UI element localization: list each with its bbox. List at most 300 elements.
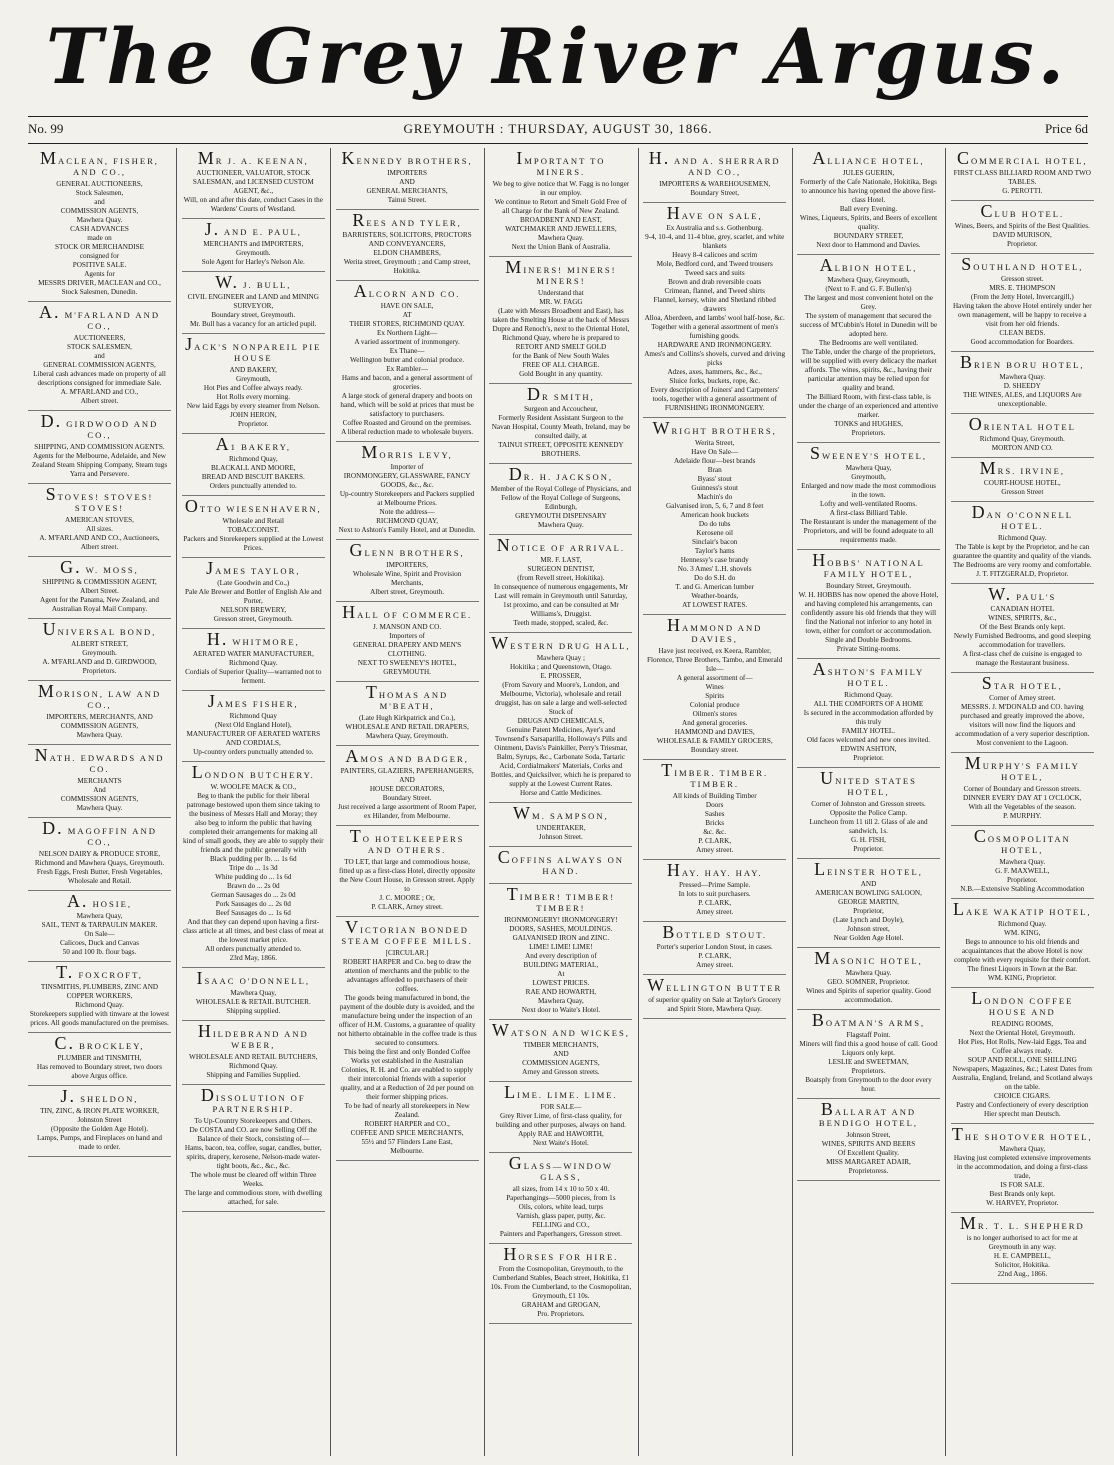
- advertisement-line: Brown and drab reversible coats: [668, 278, 762, 286]
- advertisement-heading: MORRIS LEVY,: [361, 442, 453, 462]
- advertisement-line: LOWEST PRICES.: [532, 979, 590, 987]
- advertisement: [489, 884, 632, 1020]
- advertisement-line: Sluice forks, buckets, rope, &c.: [669, 377, 760, 385]
- advertisement-heading: HAY. HAY. HAY.: [666, 860, 763, 880]
- advertisement-line: GALVANISED IRON and ZINC.: [512, 934, 610, 942]
- advertisement-line: G. PEROTTI.: [1002, 187, 1043, 195]
- advertisement-line: AT: [402, 311, 412, 319]
- advertisement-line: Brawn do ... 2s 0d: [227, 882, 280, 890]
- advertisement-line: Black pudding per lb. ... 1s 6d: [209, 855, 297, 863]
- advertisement-line: Werita street, Greymouth ; and Camp street, Hokitika.: [343, 258, 471, 275]
- advertisement-line: The Bedrooms are well ventilated.: [818, 339, 919, 347]
- advertisement-heading: DR SMITH,: [527, 384, 595, 404]
- advertisement-heading: A. M'FARLAND AND CO.,: [38, 302, 161, 331]
- advertisement-line: READING ROOMS,: [991, 1020, 1054, 1028]
- advertisement-heading: W. PAUL'S: [988, 584, 1057, 604]
- advertisement-line: Have just received, ex Keera, Rambler, Florence, Three Brothers, Tambo, and Emerald Isle—: [647, 647, 783, 673]
- advertisement-line: BROADBENT AND EAST,: [519, 216, 602, 224]
- advertisement-line: Mole, Bedford cord, and Tweed trousers: [656, 260, 773, 268]
- advertisement-line: Machin's do: [697, 493, 733, 501]
- advertisement: [951, 414, 1094, 458]
- advertisement-line: Adzes, axes, hammers, &c., &c.,: [667, 368, 762, 376]
- issue-number: No. 99: [28, 121, 64, 136]
- advertisement: [643, 148, 786, 203]
- advertisement-line: Ex Rambler—: [386, 365, 428, 373]
- advertisement: [182, 219, 325, 272]
- advertisement-line: LIME! LIME! LIME!: [529, 943, 593, 951]
- advertisement: [951, 201, 1094, 254]
- advertisement-line: Albert street.: [80, 543, 119, 551]
- advertisement-heading: HORSES FOR HIRE.: [503, 1244, 619, 1264]
- advertisement-line: PAINTERS, GLAZIERS, PAPERHANGERS,: [340, 767, 474, 775]
- advertisement: [336, 746, 479, 826]
- advertisement-heading: DISSOLUTION OF PARTNERSHIP.: [200, 1085, 306, 1114]
- advertisement-line: CHOICE CIGARS.: [993, 1092, 1051, 1100]
- dateline: [28, 121, 1088, 139]
- advertisement-line: Mawhera Quay,: [999, 1145, 1046, 1153]
- advertisement-line: EDWIN ASHTON,: [840, 745, 897, 753]
- advertisement: [489, 535, 632, 633]
- advertisement-line: Flannel, kersey, white and Shetland ribbed drawers: [653, 296, 776, 313]
- advertisement-line: Corner of Arney street.: [989, 694, 1056, 702]
- advertisement-line: Bricks: [705, 819, 725, 827]
- advertisement-line: Richmond Quay.: [997, 920, 1047, 928]
- advertisement: [28, 302, 171, 411]
- advertisement-line: Richmond Quay.: [228, 659, 278, 667]
- advertisement-line: CANADIAN HOTEL: [990, 605, 1055, 613]
- advertisement-line: [CIRCULAR.]: [385, 949, 429, 957]
- advertisement-line: FAMILY HOTEL.: [841, 727, 896, 735]
- advertisement-heading: MINERS! MINERS! MINERS!: [505, 257, 617, 286]
- advertisement-line: N.B.—Extensive Stabling Accommodation: [960, 885, 1085, 893]
- advertisement-line: Begs to announce to his old friends and acquaintances that the above Hotel is now complete with every requisite for their comfort.: [953, 938, 1091, 964]
- advertisement-line: Albert Street.: [80, 587, 119, 595]
- advertisement-line: We continue to Retort and Smelt Gold Free of all Charge for the Bank of New Zealand.: [494, 198, 628, 215]
- advertisement-line: And every description of: [525, 952, 597, 960]
- advertisement-heading: ALBION HOTEL,: [819, 255, 918, 275]
- advertisement-line: Hot Pies, Hot Rolls, New-laid Eggs, Tea and Coffee always ready.: [958, 1038, 1087, 1055]
- advertisement-line: Boundary street.: [690, 746, 739, 754]
- advertisement: [28, 619, 171, 681]
- advertisement-line: Of Excellent Quality.: [837, 1149, 900, 1157]
- advertisement-heading: A1 BAKERY,: [215, 434, 291, 454]
- advertisement: [182, 148, 325, 219]
- advertisement-line: Pork Sausages do ... 2s 0d: [215, 900, 291, 908]
- advertisement-line: RETORT AND SMELT GOLD: [515, 343, 607, 351]
- advertisement-line: Arney street.: [696, 908, 734, 916]
- advertisement-line: Old faces welcomed and new ones invited.: [806, 736, 931, 744]
- advertisement-heading: JACK'S NONPAREIL PIE HOUSE: [185, 334, 322, 363]
- advertisement-heading: HAVE ON SALE,: [666, 203, 763, 223]
- advertisement-heading: STAR HOTEL,: [981, 673, 1063, 693]
- advertisement-line: With all the Vegetables of the season.: [968, 803, 1077, 811]
- advertisement-line: Doors: [705, 801, 724, 809]
- advertisement-heading: MURPHY'S FAMILY HOTEL,: [964, 753, 1080, 782]
- advertisement-line: ELDON CHAMBERS,: [373, 249, 441, 257]
- advertisement-line: Proprietors.: [851, 429, 886, 437]
- advertisement-line: Mawhera Quay.: [537, 521, 584, 529]
- advertisement-line: P. CLARK,: [698, 899, 732, 907]
- advertisement-line: Newly Furnished Bedrooms, and good sleeping accommodation for travellers.: [953, 632, 1091, 649]
- advertisement: [182, 691, 325, 762]
- advertisement-line: Corner of Johnston and Gresson streets.: [811, 800, 926, 808]
- advertisement-line: Johnson Street.: [538, 833, 583, 841]
- advertisement-line: Arney street.: [696, 846, 734, 854]
- advertisement-heading: TIMBER! TIMBER! TIMBER!: [506, 884, 616, 913]
- advertisement-line: and: [94, 352, 105, 360]
- advertisement: [951, 458, 1094, 502]
- advertisement-line: Good accommodation for Boarders.: [970, 338, 1074, 346]
- advertisement-line: Ex Thane—: [389, 347, 425, 355]
- advertisement-heading: SWEENEY'S HOTEL,: [809, 443, 928, 463]
- column-1: [28, 148, 171, 1456]
- advertisement-line: Agents for: [84, 270, 115, 278]
- advertisement-line: Enlarged and now made the most commodious in the town.: [801, 482, 936, 499]
- advertisement-line: We beg to give notice that W. Fagg is no longer in our employ.: [492, 180, 630, 197]
- advertisement-line: Weather-boards,: [691, 592, 739, 600]
- advertisement-line: The Table is kept by the Proprietor, and he can guarantee the quantity and quality of the viands. The Bedrooms are very roomy and comfortable.: [952, 543, 1092, 569]
- advertisement-heading: H. AND A. SHERRARD AND CO.,: [648, 148, 781, 177]
- advertisement-line: Do do tubs: [698, 520, 731, 528]
- advertisement-line: Mawhera Quay.: [76, 216, 123, 224]
- advertisement-line: MESSRS DRIVER, MACLEAN and CO.,: [38, 279, 161, 287]
- advertisement-line: Cordials of Superior Quality—warranted not to ferment.: [185, 668, 322, 685]
- advertisement-line: BOUNDARY STREET,: [833, 232, 904, 240]
- advertisement-line: CLEAN BEDS.: [999, 329, 1046, 337]
- advertisement: [797, 948, 940, 1010]
- advertisement: [643, 860, 786, 922]
- advertisement-line: Formerly of the Cafe Nationale, Hokitika, Begs to announce his having opened the above first-class Hotel.: [800, 178, 937, 204]
- advertisement-line: HAVE ON SALE,: [380, 302, 434, 310]
- advertisement: [797, 443, 940, 550]
- advertisement-line: GENERAL MERCHANTS,: [366, 187, 448, 195]
- advertisement-line: Note the address—: [379, 508, 435, 516]
- advertisement: [489, 803, 632, 847]
- advertisement-line: BLACKALL AND MOORE,: [211, 464, 296, 472]
- advertisement: [797, 859, 940, 948]
- advertisement-heading: THE SHOTOVER HOTEL,: [951, 1124, 1093, 1144]
- advertisement-line: Proprietors.: [82, 667, 117, 675]
- advertisement-heading: C. BROCKLEY,: [54, 1033, 145, 1053]
- advertisement-line: DAVID MURISON,: [992, 231, 1052, 239]
- advertisement-line: Alloa, Aberdeen, and lambs' wool half-hose, &c.: [644, 314, 785, 322]
- advertisement-line: SURGEON DENTIST,: [527, 565, 595, 573]
- advertisement-line: AUCTIONEERS,: [73, 334, 126, 342]
- advertisement: [643, 760, 786, 860]
- advertisement: [336, 826, 479, 917]
- advertisement-heading: MR J. A. KEENAN,: [197, 148, 309, 168]
- advertisement-heading: ASHTON'S FAMILY HOTEL.: [812, 659, 925, 688]
- advertisement-heading: MACLEAN, FISHER, AND CO.,: [40, 148, 159, 177]
- advertisement-line: (Next to F. and G. F. Bullen's): [825, 285, 912, 293]
- issue-price: Price 6d: [1045, 121, 1088, 136]
- advertisement: [28, 557, 171, 619]
- advertisement-line: TIN, ZINC, & IRON PLATE WORKER,: [40, 1107, 159, 1115]
- advertisement-heading: OTTO WIESENHAVERN,: [184, 496, 322, 516]
- advertisement-line: AUCTIONEER, VALUATOR, STOCK SALESMAN, and LICENSED CUSTOM AGENT, &c.,: [192, 169, 314, 195]
- advertisement-heading: ORIENTAL HOTEL: [968, 414, 1076, 434]
- advertisement-heading: KENNEDY BROTHERS,: [341, 148, 473, 168]
- advertisement: [182, 1021, 325, 1085]
- advertisement: [182, 968, 325, 1021]
- advertisement-line: Richmond Quay: [229, 712, 277, 720]
- advertisement-line: SOUP AND ROLL, ONE SHILLING: [967, 1056, 1077, 1064]
- advertisement: [489, 1082, 632, 1153]
- advertisement-line: Albert street, Greymouth.: [370, 588, 445, 596]
- advertisement-line: TIMBER MERCHANTS,: [523, 1041, 599, 1049]
- advertisement-line: Up-country orders punctually attended to.: [193, 748, 314, 756]
- advertisement-line: MRS. E. THOMPSON: [989, 284, 1056, 292]
- advertisement: [797, 255, 940, 443]
- advertisement-line: Arney and Gresson streets.: [522, 1068, 600, 1076]
- advertisement-line: Wines and Spirits of superior quality. Good accommodation.: [806, 987, 931, 1004]
- advertisement-line: Boundary Street, Greymouth.: [825, 582, 912, 590]
- advertisement-line: Most convenient to the Lagoon.: [976, 739, 1069, 747]
- advertisement-line: Agent for the Panama, New Zealand, and Australian Royal Mail Company.: [40, 596, 159, 613]
- advertisement-line: Next door to Waite's Hotel.: [521, 1006, 600, 1014]
- advertisement-line: ALBERT STREET,: [71, 640, 128, 648]
- advertisement-line: Proprietor.: [1007, 240, 1038, 248]
- advertisement-line: Johnson Street,: [846, 1131, 891, 1139]
- advertisement-line: Pastry and Confectionery of every description: [956, 1101, 1089, 1109]
- advertisement-line: Mawhera Quay.: [537, 234, 584, 242]
- advertisement-line: COMMISSION AGENTS,: [522, 1059, 600, 1067]
- advertisement-line: A general assortment of—: [676, 674, 753, 682]
- advertisement-line: AND: [399, 776, 415, 784]
- advertisement-line: Ames's and Collins's shovels, curved and driving picks: [644, 350, 786, 367]
- advertisement-line: Has removed to Boundary street, two doors above Argus office.: [36, 1063, 163, 1080]
- advertisement-line: Tweed sacs and suits: [684, 269, 745, 277]
- advertisement-line: AMERICAN BOWLING SALOON,: [815, 889, 922, 897]
- advertisement-line: Up-country Storekeepers and Packers supplied at Melbourne Prices.: [339, 490, 475, 507]
- advertisement-line: Importer of: [390, 463, 424, 471]
- advertisement-line: Pressed—Prime Sample.: [678, 881, 751, 889]
- advertisement-line: And general groceries.: [682, 719, 748, 727]
- advertisement-heading: J. AND E. PAUL,: [204, 219, 302, 239]
- advertisement-columns: [28, 148, 1093, 1456]
- column-5: [643, 148, 786, 1456]
- advertisement-line: Next to Ashton's Family Hotel, and at Dunedin.: [338, 526, 476, 534]
- advertisement-line: To Up-Country Storekeepers and Others.: [194, 1117, 313, 1125]
- column-4: [489, 148, 632, 1456]
- advertisement: [182, 496, 325, 558]
- advertisement-heading: BALLARAT AND BENDIGO HOTEL,: [818, 1099, 919, 1128]
- advertisement: [951, 988, 1094, 1124]
- advertisement-line: The Restaurant is under the management of the Proprietors, and will be found adequate to all requirements made.: [800, 518, 937, 544]
- advertisement-line: Solicitor, Hokitika.: [994, 1261, 1050, 1269]
- advertisement-line: 22nd Aug., 1866.: [997, 1270, 1048, 1278]
- advertisement-line: MANUFACTURER OF AERATED WATERS AND CORDIALS,: [186, 730, 321, 747]
- advertisement-line: IRONMONGERY! IRONMONGERY!: [504, 916, 618, 924]
- advertisement-line: Private Sitting-rooms.: [836, 645, 901, 653]
- advertisement-line: Newspapers, Magazines, &c.; Latest Dates from Australia, England, Ireland, and Scotland always on the table.: [952, 1065, 1093, 1091]
- advertisement-line: Byass' stout: [697, 475, 732, 483]
- advertisement: [951, 352, 1094, 414]
- advertisement: [28, 891, 171, 962]
- advertisement-line: THE WINES, ALES, and LIQUORS Are unexceptionable.: [962, 391, 1082, 408]
- advertisement: [797, 550, 940, 659]
- advertisement: [951, 673, 1094, 753]
- advertisement-line: (Late Goodwin and Co.,): [217, 579, 290, 587]
- advertisement-line: (Late Hugh Kirkpatrick and Co.),: [358, 714, 456, 722]
- advertisement-line: COMMISSION AGENTS,: [60, 795, 139, 803]
- advertisement-line: Mawhera Quay, Greymouth,: [827, 276, 910, 284]
- advertisement-line: Next Waite's Hotel.: [532, 1139, 589, 1147]
- advertisement-line: Colonial produce: [689, 701, 740, 709]
- advertisement-heading: NATH. EDWARDS AND CO.: [34, 745, 165, 774]
- advertisement-line: AND BAKERY,: [229, 366, 277, 374]
- advertisement-line: (from Revell street, Hokitika).: [517, 574, 605, 582]
- advertisement-line: Mawhera Quay,: [845, 464, 892, 472]
- advertisement-line: P. MURPHY.: [1003, 812, 1042, 820]
- advertisement-line: 9-4, 10-4, and 11-4 blue, grey, scarlet, and white blankets: [645, 233, 785, 250]
- advertisement-line: Greymouth,: [236, 375, 271, 383]
- column-divider: [945, 148, 946, 1456]
- advertisement-line: Proprietor,: [853, 907, 884, 915]
- advertisement-line: Porter's superior London Stout, in cases.: [656, 943, 773, 951]
- advertisement-heading: GLASS—WINDOW GLASS,: [508, 1153, 614, 1182]
- advertisement-line: A. M'FARLAND and CO.,: [60, 388, 139, 396]
- advertisement-line: Ex Australia and s.s. Gothenburg.: [666, 224, 764, 232]
- advertisement: [336, 602, 479, 682]
- advertisement-line: In consequence of numerous engagements, Mr Last will remain in Greymouth until Saturday, 1st proximo, and can be consulted at Mr Williams's, Druggist.: [493, 583, 628, 618]
- advertisement-line: W. HARVEY, Proprietor.: [986, 1199, 1059, 1207]
- advertisement-line: COMMISSION AGENTS,: [60, 207, 139, 215]
- masthead: [0, 12, 1114, 102]
- advertisement-heading: MASONIC HOTEL,: [814, 948, 923, 968]
- column-divider: [792, 148, 793, 1456]
- advertisement-line: Mawhera Quay.: [76, 731, 123, 739]
- advertisement: [643, 615, 786, 760]
- advertisement-line: FURNISHING IRONMONGERY.: [664, 404, 765, 412]
- column-3: [336, 148, 479, 1456]
- advertisement: [28, 962, 171, 1033]
- advertisement-line: Richmond Quay.: [228, 1062, 278, 1070]
- advertisement-line: Boundary street, Greymouth.: [211, 311, 296, 319]
- advertisement-line: IMPORTERS,: [386, 561, 428, 569]
- advertisement-line: GENERAL AUCTIONEERS,: [56, 180, 143, 188]
- advertisement-line: Sole Agent for Harley's Nelson Ale.: [201, 258, 305, 266]
- advertisement: [336, 540, 479, 602]
- advertisement-line: Hot Pies and Coffee always ready.: [203, 384, 303, 392]
- advertisement-heading: WRIGHT BROTHERS,: [652, 418, 777, 438]
- advertisement-heading: WATSON AND WICKES,: [491, 1020, 630, 1040]
- newspaper-title: The Grey River Argus.: [45, 12, 1069, 101]
- advertisement-line: Painters and Paperhangers, Gresson street.: [499, 1230, 622, 1238]
- advertisement-line: Sashes: [704, 810, 725, 818]
- advertisement-heading: LONDON COFFEE HOUSE AND: [971, 988, 1074, 1017]
- advertisement-line: Miners will find this a good house of call. Good Liquors only kept.: [799, 1040, 938, 1057]
- advertisement-line: Near Golden Age Hotel.: [833, 934, 904, 942]
- advertisement-line: BARRISTERS, SOLICITORS, PROCTORS AND CONVEYANCERS,: [342, 231, 472, 248]
- advertisement-heading: WELLINGTON BUTTER: [647, 975, 783, 995]
- advertisement-line: Spirits: [705, 692, 725, 700]
- advertisement-line: Sinclair's bacon: [691, 538, 738, 546]
- advertisement-heading: COSMOPOLITAN HOTEL,: [973, 826, 1071, 855]
- advertisement-line: Mawhera Quay.: [999, 858, 1046, 866]
- advertisement-line: Hams and bacon, and a general assortment of groceries.: [341, 374, 473, 391]
- advertisement-heading: W. J. BULL,: [215, 272, 292, 292]
- advertisement-line: Pale Ale Brewer and Bottler of English Ale and Porter,: [185, 588, 322, 605]
- advertisement-line: All orders punctually attended to.: [205, 945, 302, 953]
- advertisement-heading: ISAAC O'DONNELL,: [196, 968, 311, 988]
- advertisement-heading: DR. H. JACKSON,: [508, 464, 614, 484]
- advertisement-line: (Late with Messrs Broadbent and East), has taken the Smelting House at the back of Messrs Dupre and Renoch's, next to the Oriental Hotel, Richmond Quay, where he is prepared to: [492, 307, 630, 342]
- advertisement-heading: D. GIRDWOOD AND CO.,: [40, 411, 159, 440]
- advertisement-line: 23rd May, 1866.: [229, 954, 278, 962]
- advertisement-line: and: [94, 198, 105, 206]
- advertisement-line: Mr. Bull has a vacancy for an articled pupil.: [190, 320, 317, 328]
- advertisement-heading: MRS. IRVINE,: [979, 458, 1065, 478]
- advertisement-line: Bran: [707, 466, 722, 474]
- advertisement: [951, 502, 1094, 584]
- advertisement-heading: ALCORN AND CO.: [353, 281, 461, 301]
- advertisement: [182, 1085, 325, 1212]
- advertisement-heading: H. WHITMORE,: [206, 629, 300, 649]
- advertisement-line: American hook buckets: [680, 511, 749, 519]
- advertisement-line: WINES, SPIRITS AND BEERS: [821, 1140, 916, 1148]
- advertisement-line: (Late Lynch and Doyle),: [833, 916, 904, 924]
- advertisement-line: Next door to Hammond and Davies.: [816, 241, 921, 249]
- advertisement-line: Adelaide flour—best brands: [673, 457, 756, 465]
- advertisement: [182, 272, 325, 334]
- column-divider: [176, 148, 177, 1456]
- advertisement-line: Mawhera Quay, Greymouth.: [366, 732, 449, 740]
- advertisement-line: CIVIL ENGINEER and LAND and MINING SURVEYOR,: [187, 293, 319, 310]
- advertisement-line: GEO. SOMNER, Proprietor.: [827, 978, 910, 986]
- advertisement-line: BREAD AND BISCUIT BAKERS.: [201, 473, 305, 481]
- advertisement-line: The large and commodious store, with dwelling attached, for sale.: [184, 1189, 322, 1206]
- advertisement-line: J. C. MOORE ; Or,: [379, 894, 435, 902]
- advertisement-line: Johnston Street: [77, 1116, 122, 1124]
- advertisement-line: Lofty and well-ventilated Rooms.: [819, 500, 917, 508]
- advertisement-line: G. H. FISH,: [851, 836, 886, 844]
- advertisement-heading: BOATMAN'S ARMS,: [811, 1010, 926, 1030]
- advertisement-line: SAIL, TENT & TARPAULIN MAKER.: [41, 921, 158, 929]
- advertisement: [28, 681, 171, 745]
- advertisement-line: Oils, colors, white lead, turps: [518, 1203, 604, 1211]
- column-2: [182, 148, 325, 1456]
- advertisement-line: All kinds of Building Timber: [672, 792, 757, 800]
- advertisement-line: A first-class chef de cuisine is engaged to manage the Restaurant business.: [962, 650, 1082, 667]
- advertisement-line: A first-class Billiard Table.: [829, 509, 908, 517]
- advertisement-heading: UNITED STATES HOTEL,: [820, 768, 917, 797]
- advertisement: [182, 762, 325, 968]
- advertisement-line: Albert street.: [80, 397, 119, 405]
- advertisement: [643, 975, 786, 1019]
- advertisement-line: Mawhera Quay.: [999, 373, 1046, 381]
- advertisement-line: Galvanised iron, 5, 6, 7 and 8 feet: [665, 502, 764, 510]
- advertisement-line: Arney street.: [696, 961, 734, 969]
- advertisement-line: STOCK OR MERCHANDISE: [55, 243, 144, 251]
- advertisement-line: TINSMITHS, PLUMBERS, ZINC AND COPPER WORKERS,: [40, 983, 159, 1000]
- advertisement-line: GEORGE MARTIN,: [838, 898, 899, 906]
- advertisement: [797, 1099, 940, 1181]
- advertisement-line: Just received a large assortment of Room Paper, ex Hilander, from Melbourne.: [338, 803, 477, 820]
- advertisement-line: ROBERT HARPER and Co. beg to draw the attention of merchants and the public to the advantages afforded to purchasers of their coffees.: [342, 958, 472, 993]
- advertisement-line: Ball every Evening.: [839, 205, 898, 213]
- advertisement-line: WHOLESALE & FAMILY GROCERS,: [656, 737, 773, 745]
- advertisement-line: Teeth made, stopped, scaled, &c.: [513, 619, 609, 627]
- advertisement-line: 55½ and 57 Flinders Lane East,: [361, 1138, 453, 1146]
- column-divider: [484, 148, 485, 1456]
- advertisement-line: New laid Eggs by every steamer from Nelson.: [186, 402, 320, 410]
- advertisement-line: HAMMOND and DAVIES,: [674, 728, 755, 736]
- advertisement-line: WATCHMAKER AND JEWELLERS,: [505, 225, 617, 233]
- masthead-rule: [28, 116, 1088, 117]
- advertisement-line: Calicoes, Duck and Canvas: [59, 939, 140, 947]
- advertisement-line: Mawhera Quay.: [76, 804, 123, 812]
